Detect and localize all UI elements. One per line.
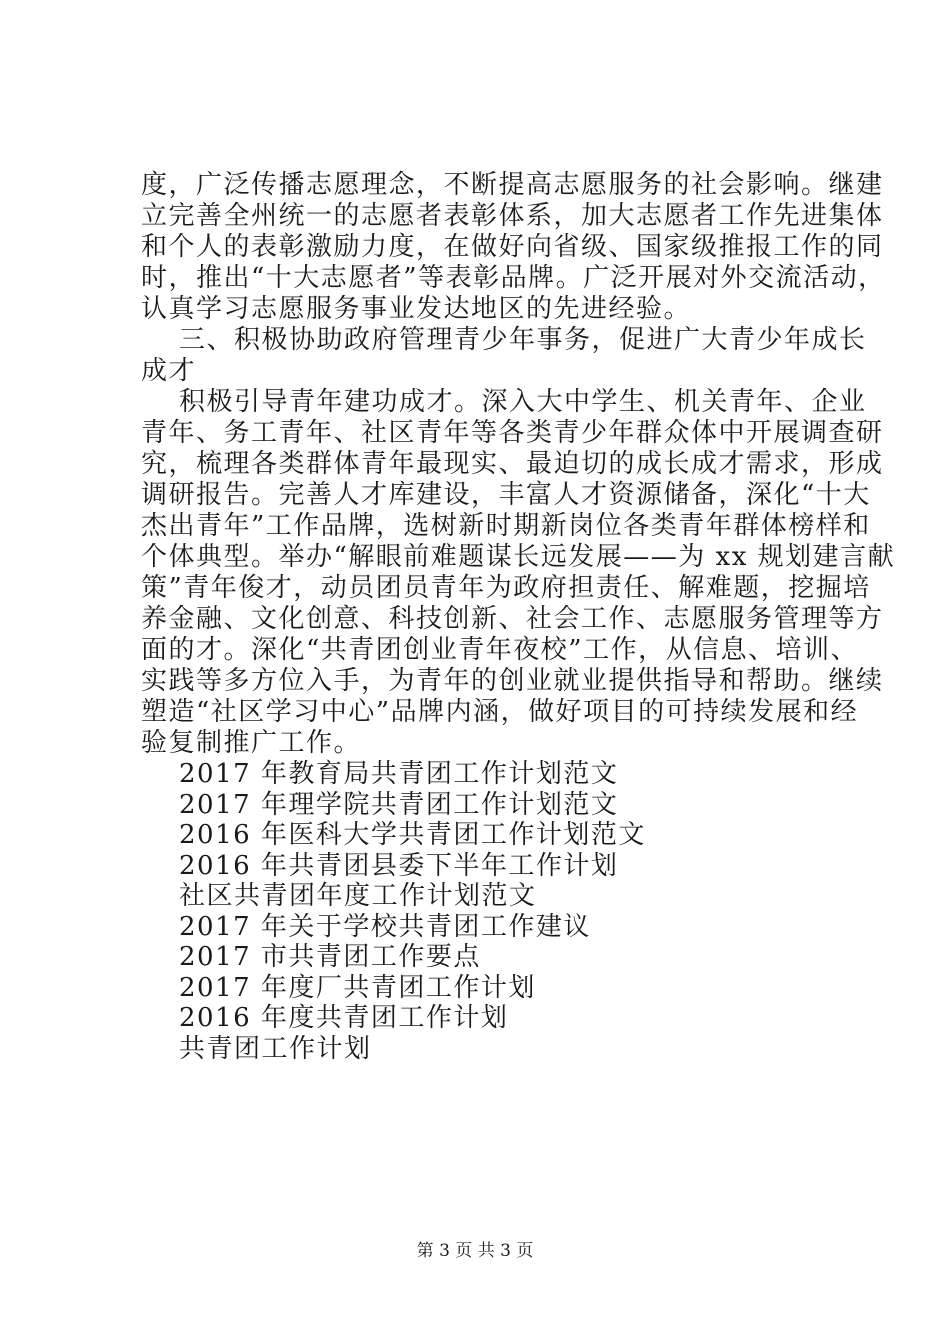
paragraph-line: 调研报告。完善人才库建设，丰富人才资源储备，深化“十大 [141,480,871,510]
paragraph-line: 时，推出“十大志愿者”等表彰品牌。广泛开展对外交流活动， [141,263,886,293]
related-link[interactable]: 2017 年教育局共青团工作计划范文 [179,759,619,789]
related-link[interactable]: 共青团工作计划 [179,1033,372,1064]
section-heading-line: 三、积极协助政府管理青少年事务，促进广大青少年成长 [179,325,867,355]
paragraph-line: 验复制推广工作。 [141,728,362,758]
related-link[interactable]: 社区共青团年度工作计划范文 [179,881,537,911]
paragraph-line: 青年、务工青年、社区青年等各类青少年群众体中开展调查研 [141,418,884,448]
section-heading-line: 成才 [141,356,197,386]
paragraph-line: 养金融、文化创意、科技创新、社会工作、志愿服务管理等方 [141,604,884,634]
related-link[interactable]: 2017 年关于学校共青团工作建议 [179,911,591,942]
related-link[interactable]: 2016 年医科大学共青团工作计划范文 [179,820,646,850]
paragraph-line: 积极引导青年建功成才。深入大中学生、机关青年、企业 [179,387,867,417]
related-link[interactable]: 2017 年理学院共青团工作计划范文 [179,789,619,820]
paragraph-line: 塑造“社区学习中心”品牌内涵，做好项目的可持续发展和经 [141,697,859,727]
related-links-list [141,759,841,1064]
paragraph-line: 实践等多方位入手，为青年的创业就业提供指导和帮助。继续 [141,666,884,696]
paragraph-line: 面的才。深化“共青团创业青年夜校”工作，从信息、培训、 [141,635,859,665]
paragraph-line: 认真学习志愿服务事业发达地区的先进经验。 [141,294,692,324]
related-link[interactable]: 2017 年度厂共青团工作计划 [179,972,536,1003]
document-body [141,170,896,1064]
paragraph-line: 究，梳理各类群体青年最现实、最迫切的成长成才需求，形成 [141,449,884,479]
related-link[interactable]: 2016 年共青团县委下半年工作计划 [179,850,619,881]
paragraph-line: 和个人的表彰激励力度，在做好向省级、国家级推报工作的同 [141,232,884,262]
paragraph-line: 杰出青年”工作品牌，选树新时期新岗位各类青年群体榜样和 [141,511,871,541]
related-link[interactable]: 2016 年度共青团工作计划 [179,1003,509,1033]
related-link[interactable]: 2017 市共青团工作要点 [179,942,481,972]
paragraph-line: 立完善全州统一的志愿者表彰体系，加大志愿者工作先进集体 [141,201,884,231]
page-footer: 第 3 页 共 3 页 [416,1241,534,1261]
paragraph-line: 个体典型。举办“解眼前难题谋长远发展——为 xx 规划建言献 [141,542,896,572]
paragraph-line: 策”青年俊才，动员团员青年为政府担责任、解难题，挖掘培 [141,573,871,603]
paragraph-line: 度，广泛传播志愿理念，不断提高志愿服务的社会影响。继建 [141,170,884,200]
